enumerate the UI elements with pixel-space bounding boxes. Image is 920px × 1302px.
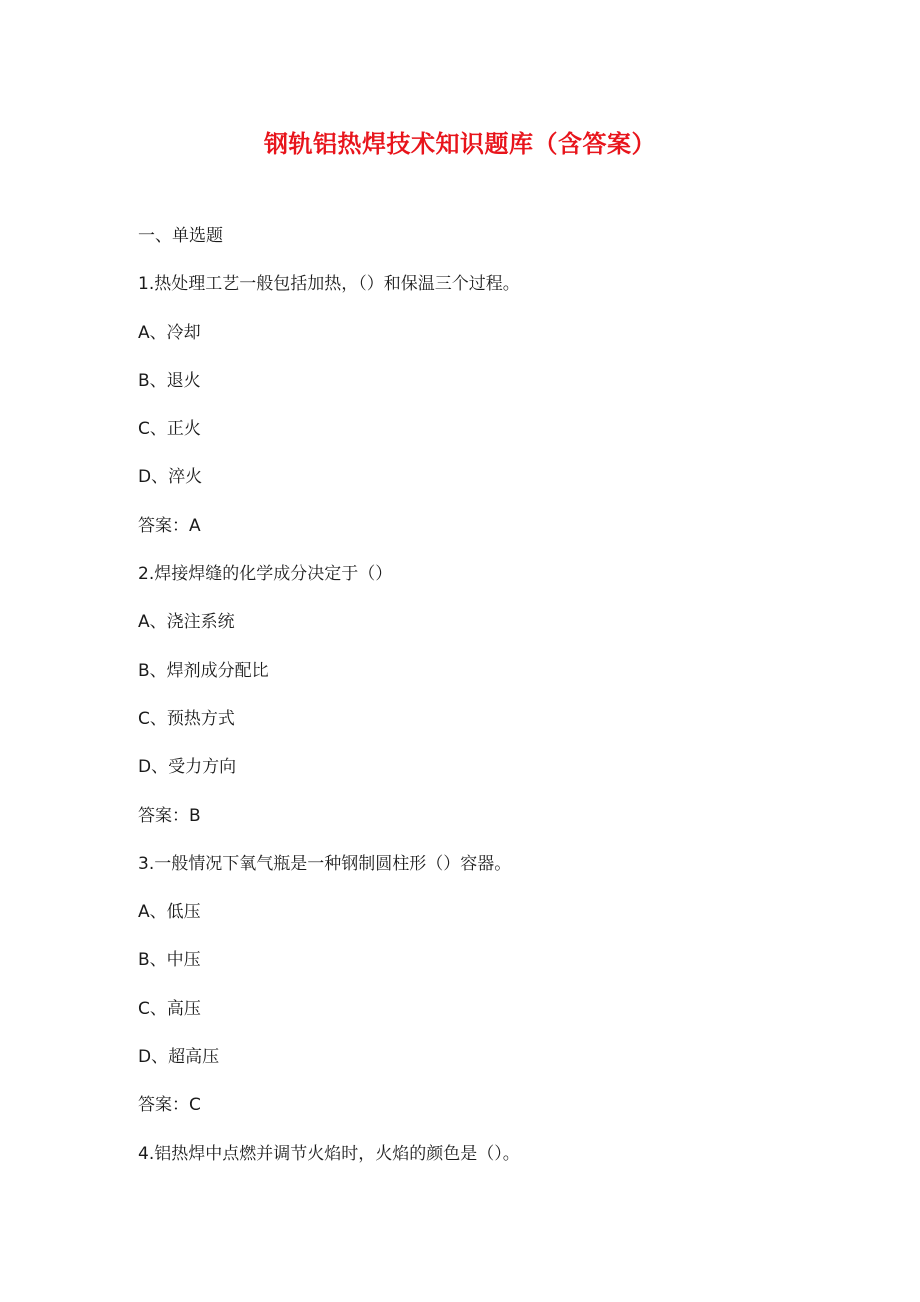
option-c: C、预热方式 bbox=[138, 708, 235, 729]
question-stem: 1.热处理工艺一般包括加热，（）和保温三个过程。 bbox=[138, 274, 520, 295]
document-body bbox=[138, 212, 858, 1178]
question-2 bbox=[138, 550, 858, 840]
option-b: B、中压 bbox=[138, 950, 201, 971]
answer-line: 答案：A bbox=[138, 515, 201, 536]
option-b: B、焊剂成分配比 bbox=[138, 660, 269, 681]
option-d: D、超高压 bbox=[138, 1047, 220, 1068]
answer-line: 答案：B bbox=[138, 805, 201, 826]
question-4 bbox=[138, 1130, 858, 1178]
question-stem: 3.一般情况下氧气瓶是一种钢制圆柱形（）容器。 bbox=[138, 853, 512, 874]
section-heading: 一、单选题 bbox=[138, 226, 223, 246]
option-c: C、正火 bbox=[138, 419, 201, 440]
document-title: 钢轨铝热焊技术知识题库（含答案） bbox=[264, 130, 656, 158]
option-c: C、高压 bbox=[138, 998, 201, 1019]
question-3 bbox=[138, 840, 858, 1130]
option-d: D、受力方向 bbox=[138, 757, 237, 778]
option-a: A、冷却 bbox=[138, 322, 201, 343]
question-stem: 2.焊接焊缝的化学成分决定于（） bbox=[138, 564, 393, 585]
option-a: A、浇注系统 bbox=[138, 612, 235, 633]
option-a: A、低压 bbox=[138, 902, 201, 923]
question-stem: 4.铝热焊中点燃并调节火焰时，火焰的颜色是（）。 bbox=[138, 1143, 520, 1164]
question-1 bbox=[138, 260, 858, 550]
option-b: B、退火 bbox=[138, 370, 201, 391]
option-d: D、淬火 bbox=[138, 467, 203, 488]
answer-line: 答案：C bbox=[138, 1095, 201, 1116]
